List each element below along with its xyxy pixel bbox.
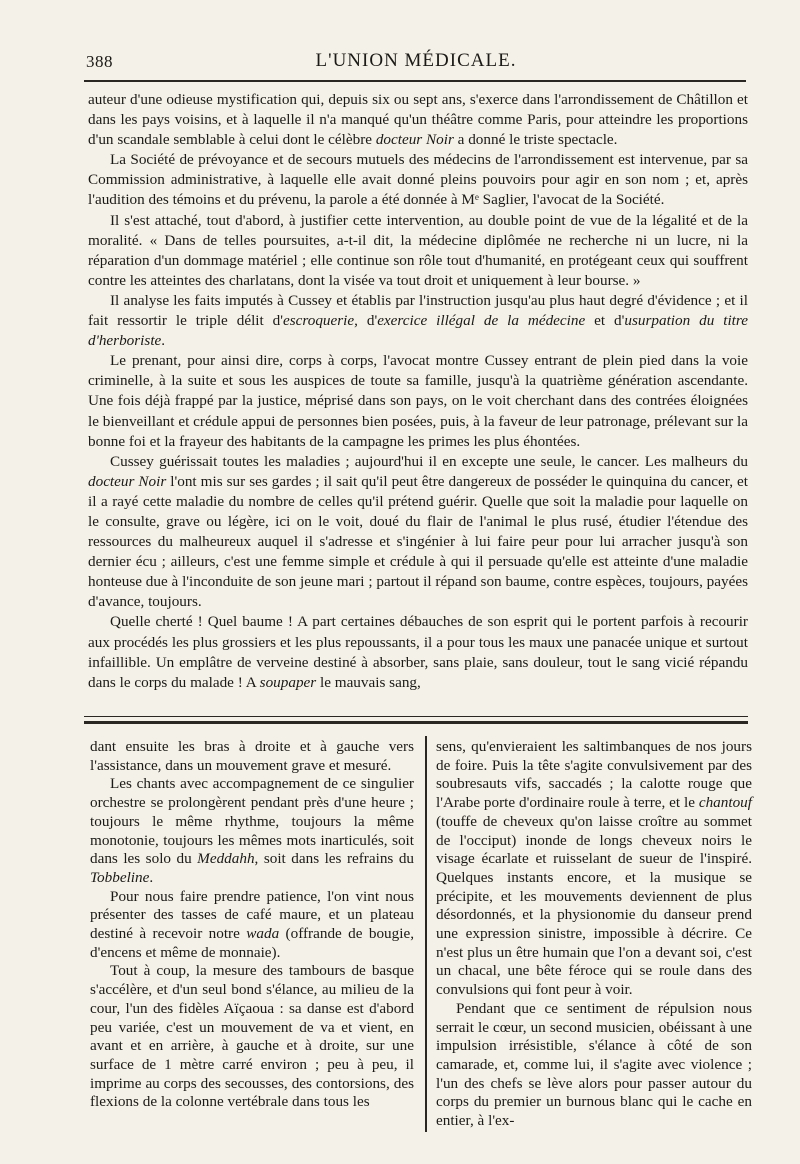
paragraph-6: Cussey guérissait toutes les maladies ; aujourd'hui il en excepte une seule, le cancer. Les malheurs du docteur Noir l'ont mis sur ses gardes ; il sait qu'il peut être dangereux de posséder le quinquina du cancer, et il a rayé cette maladie du nombre de celles qu'il prétend guérir. Quelle que soit la maladie pour laquelle on le consulte, grave ou légère, ici on le voit, doué du flair de l'animal le plus rusé, étudier l'étendue des ressources du malheureux auquel il s'adresse et s'ingénier à lui faire peur pour lui arracher jusqu'à son dernier écu ; ailleurs, c'est une femme simple et crédule à qui il persuade qu'elle est atteinte d'une maladie honteuse due à l'inconduite de son jeune mari ; partout il répand son baume, contre espèces, toujours, payées d'avance, toujours. — [88, 452, 748, 611]
paragraph-2: La Société de prévoyance et de secours mutuels des médecins de l'arrondissement est intervenue, par sa Commission administrative, à laquelle elle avait donné pleins pouvoirs pour agir en son nom ; et, après l'audition des témoins et du prévenu, la parole a été donnée à Mᵉ Saglier, l'avocat de la Société. — [88, 151, 748, 209]
paragraph-4: Il analyse les faits imputés à Cussey et établis par l'instruction jusqu'au plus haut degré d'évidence ; et il fait ressortir le triple délit d'escroquerie, d'exercice illégal de la médecine et d'usurpation du titre d'herboriste. — [88, 291, 748, 350]
right-column — [436, 738, 752, 1131]
left-column — [90, 738, 414, 1112]
paragraph-7: Quelle cherté ! Quel baume ! A part certaines débauches de son esprit qui le portent parfois à recourir aux procédés les plus grossiers et les plus repoussants, il a pour tous les maux une panacée unique et surtout infaillible. Un emplâtre de verveine destiné à absorber, sans plaie, sans douleur, tout le sang vicié répandu dans le corps du malade ! A soupaper le mauvais sang, — [88, 613, 748, 691]
paragraph-5: Le prenant, pour ainsi dire, corps à corps, l'avocat montre Cussey entrant de plein pied dans la voie criminelle, à la suite et sous les auspices de toute sa famille, jusqu'à la quatrième génération ascendante. Une fois déjà frappé par la justice, méprisé dans son pays, on le voit cherchant dans des contrées éloignées le bienveillant et crédule appui de personnes bien posées, puis, à la faveur de leur patronage, prélevant sur la bonne foi et la frayeur des habitants de la campagne les primes les plus éhontées. — [88, 352, 748, 450]
section-divider-thin — [84, 716, 748, 717]
column-rule — [425, 736, 427, 1132]
page-header — [86, 50, 746, 80]
left-paragraph-3: Pour nous faire prendre patience, l'on vint nous présenter des tasses de café maure, et un plateau destiné à recevoir notre wada (offrande de bougie, d'encens et même de monnaie). — [90, 887, 415, 961]
page-number: 388 — [86, 52, 113, 71]
left-paragraph-1: dant ensuite les bras à droite et à gauche vers l'assistance, dans un mouvement grave et mesuré. — [90, 738, 414, 774]
left-paragraph-4: Tout à coup, la mesure des tambours de basque s'accélère, et d'un seul bond s'élance, au milieu de la cour, l'un des fidèles Aïçaoua : sa danse est d'abord peu variée, c'est un mouvement de va et vient, en avant et en arrière, à gauche et à droite, sur une surface de 1 mètre carré environ ; peu à peu, il imprime au corps des secousses, des contorsions, des flexions de la colonne vertébrale dans tous les — [90, 962, 414, 1111]
upper-text-block — [88, 90, 748, 693]
paragraph-3: Il s'est attaché, tout d'abord, à justifier cette intervention, au double point de vue de la légalité et de la moralité. « Dans de telles poursuites, a-t-il dit, la médecine diplômée ne recherche ni un lucre, ni la réparation d'un dommage matériel ; elle continue son rôle tout d'humanité, en protégeant ceux qui souffrent contre les atteintes des charlatans, dont la visée va tout droit et uniquement à leur bourse. » — [88, 211, 748, 289]
section-divider-thick — [84, 721, 748, 724]
left-paragraph-2: Les chants avec accompagnement de ce singulier orchestre se prolongèrent pendant près d'une heure ; toujours le même rhythme, toujours la même monotonie, toujours les mêmes mots inarticulés, soit dans les solo du Meddahh, soit dans les refrains du Tobbeline. — [90, 775, 415, 886]
header-rule — [84, 80, 746, 82]
right-paragraph-1: sens, qu'envieraient les saltimbanques de nos jours de foire. Puis la tête s'agite convulsivement par des soubresauts vifs, saccadés ; la calotte rouge que l'Arabe porte d'ordinaire roule à terre, et le chantouf (touffe de cheveux qu'on laisse croître au sommet de l'occiput) inonde de longs cheveux noirs le visage écarlate et ruisselant de sueur de l'inspiré. Quelques instants encore, et la musique se précipite, et les mouvements deviennent de plus désordonnés, et la physionomie du danseur prend une expression sinistre, impossible à décrire. Ce n'est plus un être humain que l'on a devant soi, c'est un chacal, une bête féroce qui se roule dans des convulsions qui font peur à voir. — [436, 738, 752, 999]
right-paragraph-2: Pendant que ce sentiment de répulsion nous serrait le cœur, un second musicien, obéissant à une impulsion irrésistible, s'élance à côté de son camarade, et, comme lui, il s'agite avec violence ; l'un des chefs se lève alors pour passer autour du corps du premier un burnous blanc qui le cache en entier, à l'ex- — [436, 999, 752, 1130]
running-title: L'UNION MÉDICALE. — [315, 50, 517, 71]
paragraph-1: auteur d'une odieuse mystification qui, depuis six ou sept ans, s'exerce dans l'arrondissement de Châtillon et dans les pays voisins, et à laquelle il n'a manqué qu'un théâtre comme Paris, pour atteindre les proportions d'un scandale semblable à celui dont le célèbre docteur Noir a donné le triste spectacle. — [88, 91, 748, 149]
